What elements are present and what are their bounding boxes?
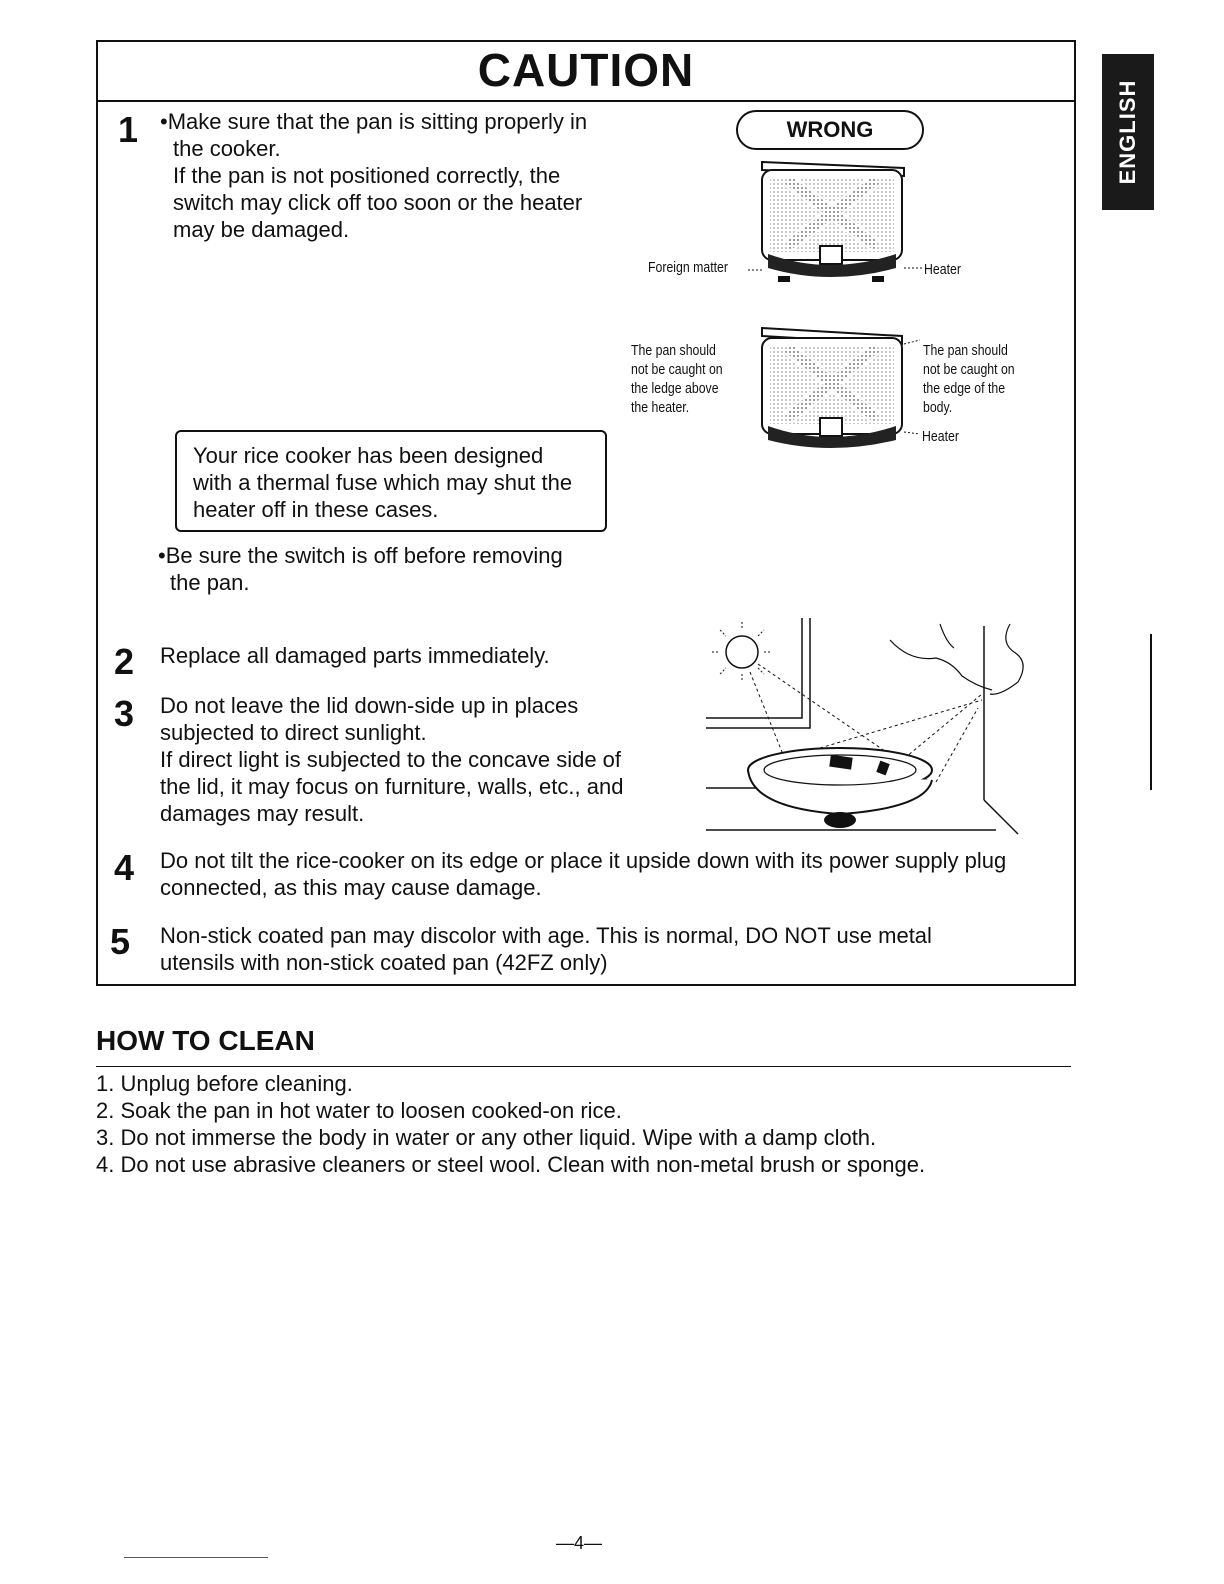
- ledge-note-line: The pan should: [631, 342, 716, 359]
- fuse-note-line: Your rice cooker has been designed: [193, 443, 544, 468]
- edge-note-line: the edge of the: [923, 380, 1006, 397]
- language-tab-label: ENGLISH: [1115, 79, 1140, 185]
- fuse-note-line: heater off in these cases.: [193, 497, 439, 522]
- switch-note-line: the pan.: [170, 570, 250, 595]
- footer-line: [124, 1557, 268, 1558]
- item-4-number: 4: [114, 847, 135, 888]
- item-2-text: Replace all damaged parts immediately.: [160, 643, 550, 668]
- item-4-line: connected, as this may cause damage.: [160, 875, 542, 900]
- label-heater-top: Heater: [924, 261, 961, 278]
- caution-title: CAUTION: [477, 44, 695, 96]
- sun-icon: [712, 622, 772, 682]
- item-3-line: If direct light is subjected to the concave side of: [160, 747, 622, 772]
- switch-note: [158, 542, 563, 596]
- item-1-line: If the pan is not positioned correctly, the: [173, 163, 561, 188]
- item-5-number: 5: [110, 921, 131, 962]
- ledge-note-line: the heater.: [631, 399, 690, 416]
- item-5-text: [160, 922, 932, 976]
- list-item: 4. Do not use abrasive cleaners or steel wool. Clean with non-metal brush or sponge.: [96, 1152, 926, 1177]
- item-4-text: [160, 847, 1006, 901]
- language-tab: [1102, 54, 1154, 210]
- item-1-line: switch may click off too soon or the heater: [173, 190, 583, 215]
- list-item: 3. Do not immerse the body in water or any other liquid. Wipe with a damp cloth.: [96, 1125, 877, 1150]
- item-3-line: damages may result.: [160, 801, 365, 826]
- ledge-note-line: not be caught on: [631, 361, 723, 378]
- label-heater-bottom: Heater: [922, 428, 959, 445]
- item-1-text: [160, 108, 587, 243]
- item-5-line: utensils with non-stick coated pan (42FZ only): [160, 950, 608, 975]
- switch-note-line: •Be sure the switch is off before removing: [158, 543, 563, 568]
- how-to-clean-list: [96, 1070, 925, 1178]
- edge-note-line: not be caught on: [923, 361, 1015, 378]
- lid-icon: [748, 748, 932, 828]
- item-3-line: Do not leave the lid down-side up in places: [160, 693, 579, 718]
- item-3-line: subjected to direct sunlight.: [160, 720, 427, 745]
- ledge-note-line: the ledge above: [631, 380, 719, 397]
- how-to-clean-title: HOW TO CLEAN: [96, 1025, 315, 1056]
- label-ledge-note: [631, 341, 743, 417]
- cooker-illustration: [740, 150, 930, 450]
- how-to-clean-rule: [96, 1066, 1071, 1067]
- page-number: —4—: [556, 1533, 603, 1553]
- fuse-note-line: with a thermal fuse which may shut the: [193, 470, 573, 495]
- cooker-top-icon: [762, 162, 904, 282]
- label-foreign-matter: Foreign matter: [648, 259, 728, 276]
- item-3-number: 3: [114, 693, 135, 734]
- wrong-badge: WRONG: [736, 110, 924, 150]
- item-1-number: 1: [118, 109, 139, 150]
- item-2-number: 2: [114, 641, 135, 682]
- edge-note-line: The pan should: [923, 342, 1008, 359]
- list-item: 2. Soak the pan in hot water to loosen cooked-on rice.: [96, 1098, 622, 1123]
- list-item: 1. Unplug before cleaning.: [96, 1071, 353, 1096]
- caution-header-rule: [96, 100, 1076, 102]
- item-3-text: [160, 692, 623, 827]
- item-3-line: the lid, it may focus on furniture, walls, etc., and: [160, 774, 624, 799]
- item-1-line: •Make sure that the pan is sitting properly in: [160, 109, 588, 134]
- sunlight-lid-illustration: [700, 612, 1040, 842]
- thermal-fuse-note: [175, 430, 607, 532]
- item-1-line: the cooker.: [173, 136, 281, 161]
- item-4-line: Do not tilt the rice-cooker on its edge or place it upside down with its power supply plug: [160, 848, 1007, 873]
- edge-note-line: body.: [923, 399, 953, 416]
- cooker-bottom-icon: [762, 328, 902, 448]
- item-5-line: Non-stick coated pan may discolor with age. This is normal, DO NOT use metal: [160, 923, 932, 948]
- item-1-line: may be damaged.: [173, 217, 350, 242]
- label-edge-note: [923, 341, 1035, 417]
- margin-rule: [1150, 634, 1152, 790]
